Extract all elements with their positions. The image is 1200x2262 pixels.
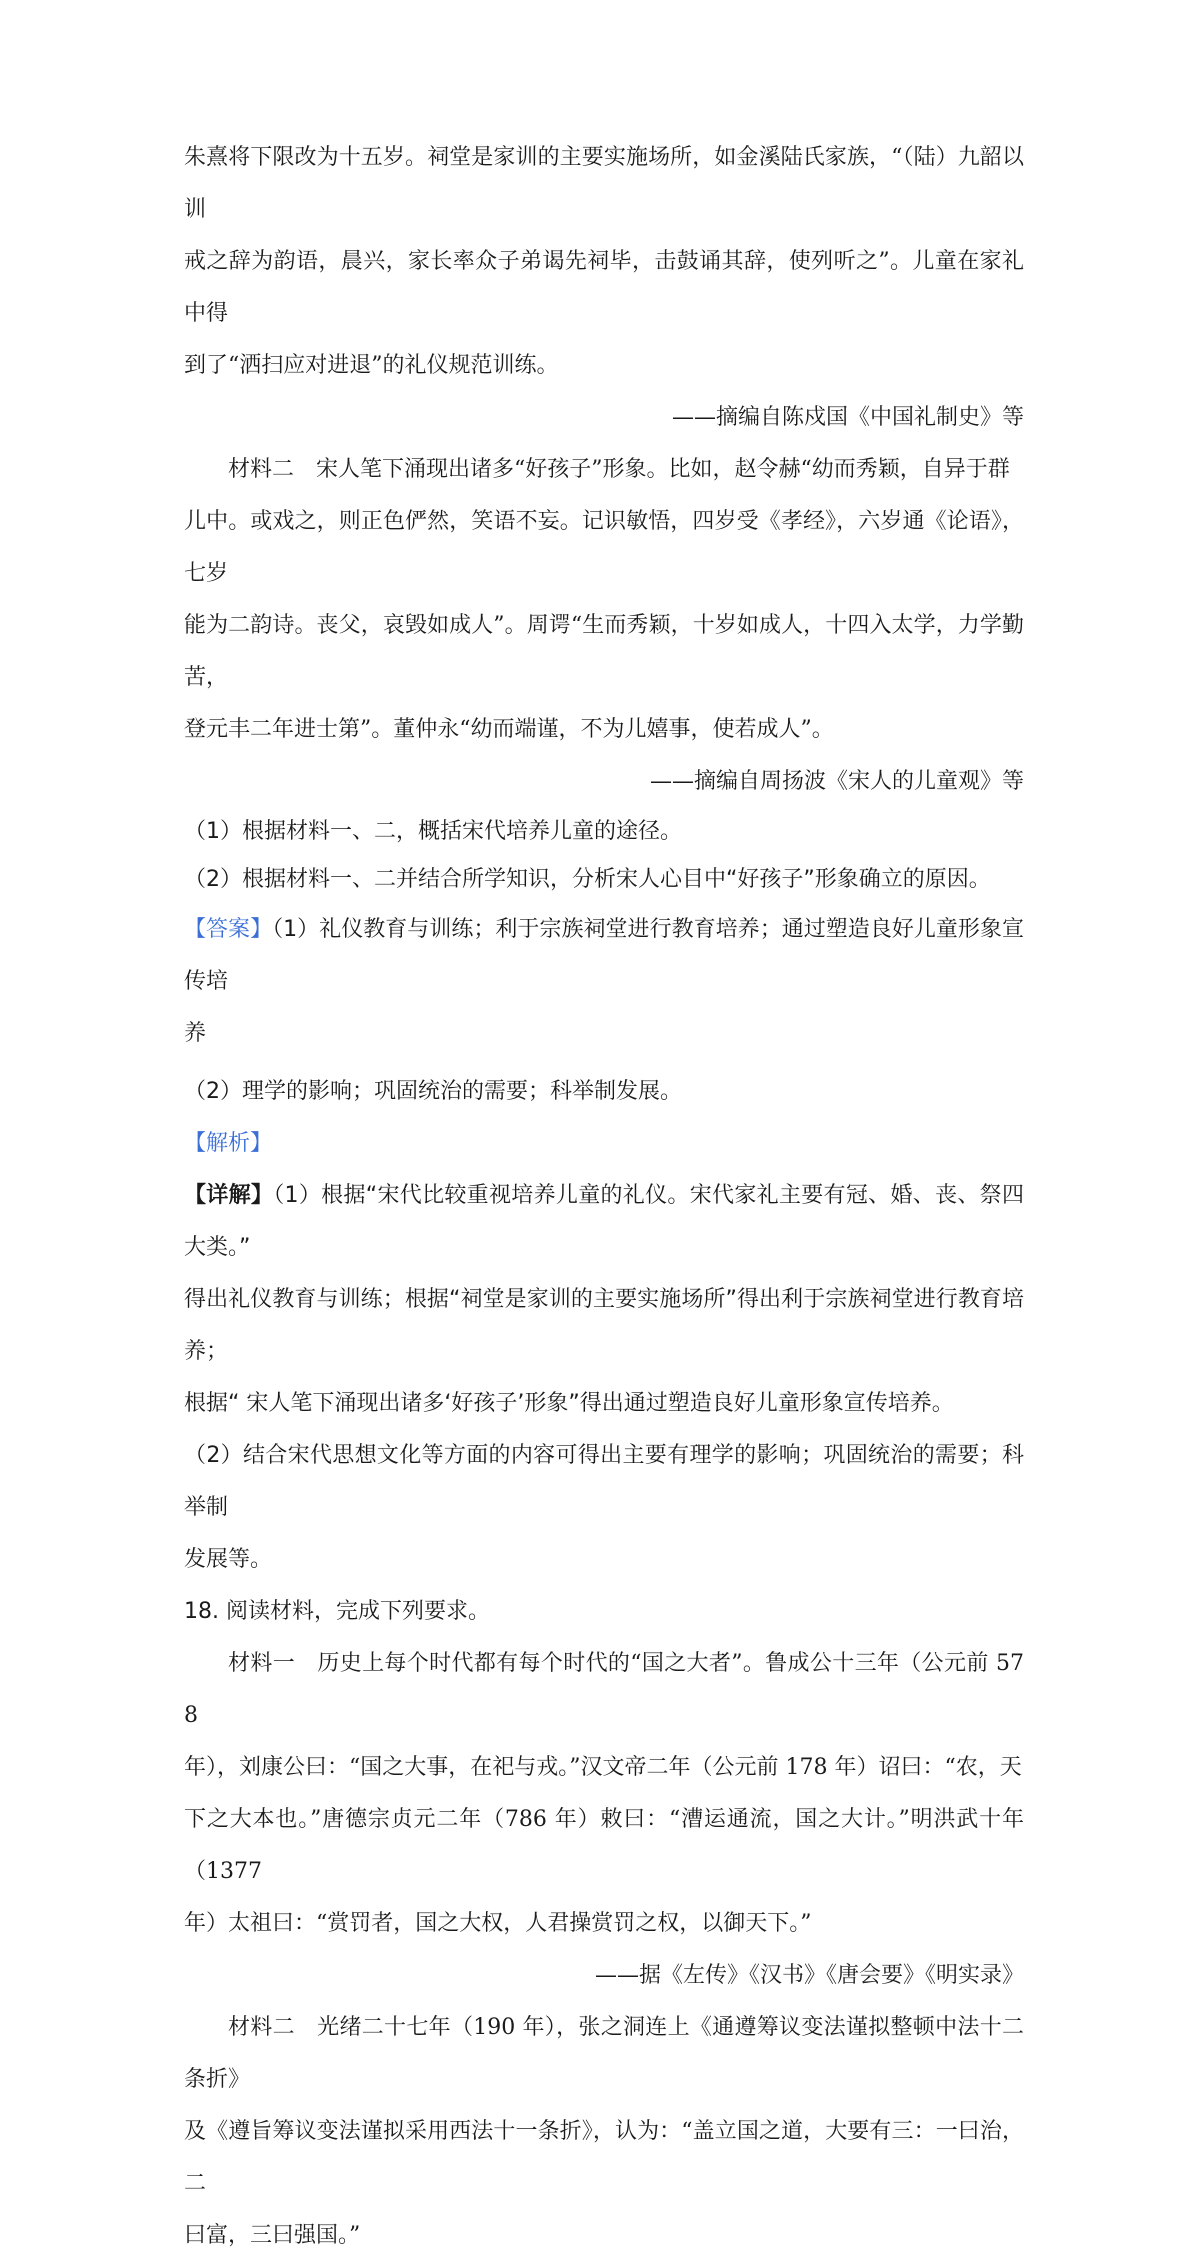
- material-one-tail-line: 到了“洒扫应对进退”的礼仪规范训练。: [184, 353, 559, 378]
- question-one: （1）根据材料一、二，概括宋代培养儿童的途径。: [184, 819, 682, 844]
- detail-one-text: （1）根据“宋代比较重视培养儿童的礼仪。宋代家礼主要有冠、婚、丧、祭四大类。”: [184, 1183, 1024, 1260]
- material-two-source: ——摘编自周扬波《宋人的儿童观》等: [649, 769, 1024, 794]
- q18-material-two-line: 曰富，三曰强国。”: [184, 2223, 361, 2248]
- detail-one-line: 根据“ 宋人笔下涌现出诸多‘好孩子’形象”得出通过塑造良好儿童形象宣传培养。: [184, 1391, 954, 1416]
- detail-tag: 【详解】: [184, 1183, 274, 1208]
- material-two-line: 登元丰二年进士第”。董仲永“幼而端谨，不为儿嬉事，使若成人”。: [184, 717, 834, 742]
- answer-block: [184, 904, 1024, 1008]
- detail-two-line: 发展等。: [184, 1547, 273, 1572]
- q18-material-one-line: 材料一 历史上每个时代都有每个时代的“国之大者”。鲁成公十三年（公元前 578: [184, 1651, 1024, 1728]
- q18-material-two-line: 及《遵旨筹议变法谨拟采用西法十一条折》，认为：“盖立国之道，大要有三：一曰治，二: [184, 2119, 1024, 2196]
- material-two-line: 材料二 宋人笔下涌现出诸多“好孩子”形象。比如，赵令赫“幼而秀颖，自异于群: [228, 457, 1010, 482]
- answer-one-line1: （1）礼仪教育与训练；利于宗族祠堂进行教育培养；通过塑造良好儿童形象宣传培: [184, 917, 1024, 994]
- answer-one-line2: 养: [184, 1021, 207, 1046]
- detail-one-line: 得出礼仪教育与训练；根据“祠堂是家训的主要实施场所”得出利于宗族祠堂进行教育培养；: [184, 1287, 1024, 1364]
- detail-one-line: [184, 1170, 1024, 1274]
- material-one-source: ——摘编自陈戍国《中国礼制史》等: [671, 405, 1024, 430]
- q18-material-two-line: 材料二 光绪二十七年（190 年），张之洞连上《通遵筹议变法谨拟整顿中法十二条折》: [184, 2015, 1024, 2092]
- q18-material-one-line: 年），刘康公曰：“国之大事，在祀与戎。”汉文帝二年（公元前 178 年）诏曰：“农，天: [184, 1755, 1022, 1780]
- q18-material-one-source: ——据《左传》《汉书》《唐会要》《明实录》: [594, 1963, 1024, 1988]
- analysis-tag: 【解析】: [184, 1131, 273, 1156]
- question-18-title: 18. 阅读材料，完成下列要求。: [184, 1599, 490, 1624]
- material-one-tail-line: 戒之辞为韵语，晨兴，家长率众子弟谒先祠毕，击鼓诵其辞，使列听之”。儿童在家礼中得: [184, 249, 1024, 326]
- q18-material-one-line: 年）太祖曰：“赏罚者，国之大权，人君操赏罚之权，以御天下。”: [184, 1911, 812, 1936]
- material-two-line: 能为二韵诗。丧父，哀毁如成人”。周谔“生而秀颖，十岁如成人，十四入太学，力学勤苦，: [184, 613, 1024, 690]
- detail-two-line: （2）结合宋代思想文化等方面的内容可得出主要有理学的影响；巩固统治的需要；科举制: [184, 1443, 1024, 1520]
- answer-two: （2）理学的影响；巩固统治的需要；科举制发展。: [184, 1079, 682, 1104]
- material-one-tail-line: 朱熹将下限改为十五岁。祠堂是家训的主要实施场所，如金溪陆氏家族，“（陆）九韶以训: [184, 145, 1024, 222]
- page-content: [184, 132, 1024, 2262]
- q18-material-one-line: 下之大本也。”唐德宗贞元二年（786 年）敕曰：“漕运通流，国之大计。”明洪武十年（1377: [184, 1807, 1024, 1884]
- answer-tag: 【答案】: [184, 917, 273, 942]
- material-two-line: 儿中。或戏之，则正色俨然，笑语不妄。记识敏悟，四岁受《孝经》，六岁通《论语》，七岁: [184, 509, 1024, 586]
- question-two: （2）根据材料一、二并结合所学知识，分析宋人心目中“好孩子”形象确立的原因。: [184, 867, 991, 892]
